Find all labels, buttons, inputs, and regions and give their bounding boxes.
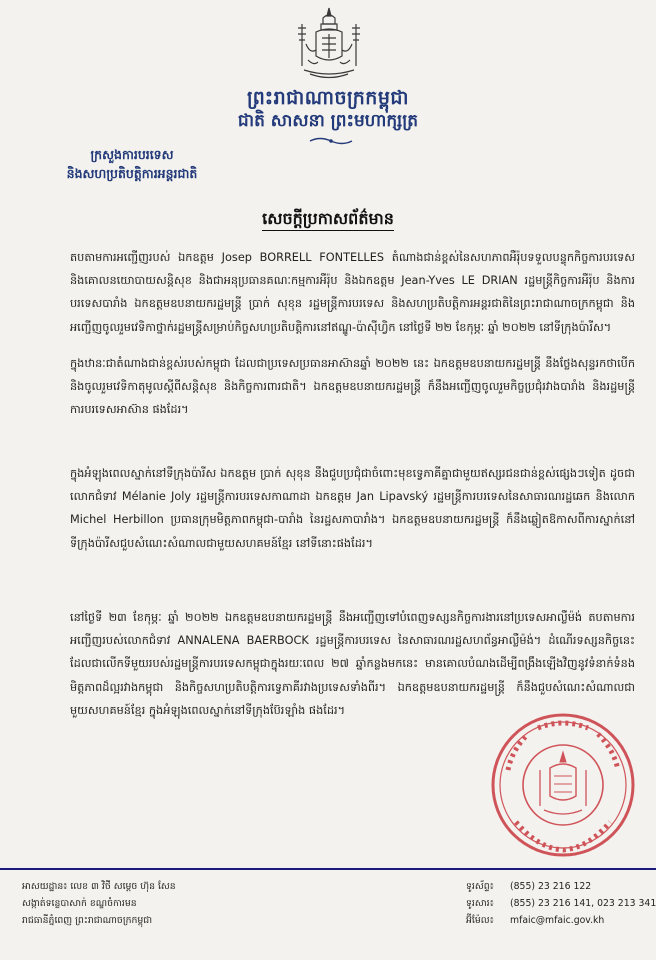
paragraph: ក្នុងឋានៈជាតំណាងជាន់ខ្ពស់របស់កម្ពុជា ដែលជាប្រទេសប្រធានអាស៊ានឆ្នាំ ២០២២ នេះ ឯកឧត្តមឧបនាយករដ្ឋមន្ត្រី នឹងថ្លែងសុន្ទរកថាបើក និងចូលរួមវេទិកាតុមូលស្តីពីសន្តិសុខ និងកិច្ចការពារជាតិ។ ឯកឧត្តមឧបនាយករដ្ឋមន្ត្រី ក៏នឹងអញ្ជើញចូលរួមកិច្ចប្រជុំរវាងបារាំង និងរដ្ឋមន្ត្រីការបរទេសអាស៊ាន ផងដែរ។ (70, 357, 635, 417)
ornament-divider-icon (308, 136, 354, 146)
ministry-official-seal-icon (488, 710, 638, 860)
paragraph: នៅថ្ងៃទី ២៣ ខែកុម្ភៈ ឆ្នាំ ២០២២ ឯកឧត្តមឧបនាយករដ្ឋមន្ត្រី នឹងអញ្ជើញទៅបំពេញទស្សនកិច្ចការងារនៅប្រទេសអាល្លឺម៉ង់ តបតាមការអញ្ជើញរបស់លោកជំទាវ ANNALENA BAERBOCK រដ្ឋមន្ត្រីការបរទេស នៃសាធារណរដ្ឋសហព័ន្ធអាល្លឺម៉ង់។ ដំណើរទស្សនកិច្ចនេះ ដែលជាលើកទីមួយរបស់រដ្ឋមន្ត្រីការបរទេសកម្ពុជាក្នុងរយៈពេល ២៧ ឆ្នាំកន្លងមកនេះ មានគោលបំណងដើម្បីពង្រឹងឡើងវិញនូវទំនាក់ទំនងមិត្តភាពដ៏ល្អរវាងកម្ពុជា និងកិច្ចសហប្រតិបត្តិការទ្វេភាគីរវាងប្រទេសទាំងពីរ។ ឯកឧត្តមឧបនាយករដ្ឋមន្ត្រី ក៏នឹងជួបសំណេះសំណាលជាមួយសហគមន៍ខ្មែរ ក្នុងអំឡុងពេលស្នាក់នៅទីក្រុងប៊ែរឡាំង ផងដែរ។ (70, 611, 635, 717)
fax-value: (855) 23 216 141, 023 213 341 (510, 898, 656, 909)
royal-arms-emblem-icon (288, 4, 370, 82)
ministry-name-continued: និងសហប្រតិបត្តិការអន្តរជាតិ (66, 166, 198, 181)
document-title-text: សេចក្តីប្រកាសព័ត៌មាន (262, 209, 394, 231)
fax-label: ទូរសារ៖ (466, 898, 494, 909)
footer-address-line: សង្កាត់ទន្លេបាសាក់ ខណ្ឌចំការមន (22, 898, 137, 909)
ministry-name: ក្រសួងការបរទេស (90, 147, 174, 162)
national-motto: ជាតិ សាសនា ព្រះមហាក្សត្រ (237, 111, 419, 131)
phone-value: (855) 23 216 122 (510, 881, 592, 892)
footer-fax (466, 897, 656, 911)
email-label: អ៊ីម៉ែល៖ (466, 915, 494, 926)
phone-label: ទូរស័ព្ទ៖ (466, 881, 494, 892)
footer-email (466, 914, 604, 928)
email-value[interactable]: mfaic@mfaic.gov.kh (510, 915, 605, 926)
document-title (0, 208, 656, 232)
paragraph: តបតាមការអញ្ជើញរបស់ ឯកឧត្តម Josep BORRELL FONTELLES តំណាងជាន់ខ្ពស់នៃសហភាពអឺរ៉ុបទទួលបន្ទុកកិច្ចការបរទេស និងគោលនយោបាយសន្តិសុខ និងជាអនុប្រធានគណៈកម្មការអឺរ៉ុប និងឯកឧត្តម Jean-Yves LE DRIAN រដ្ឋមន្ត្រីកិច្ចការអឺរ៉ុប និងការបរទេសបារាំង ឯកឧត្តមឧបនាយករដ្ឋមន្ត្រី ប្រាក់ សុខុន រដ្ឋមន្ត្រីការបរទេស និងសហប្រតិបត្តិការអន្តរជាតិនៃព្រះរាជាណាចក្រកម្ពុជា និងអញ្ជើញចូលរួមវេទិកាថ្នាក់រដ្ឋមន្ត្រីសម្រាប់កិច្ចសហប្រតិបត្តិការនៅឥណ្ឌូ-ប៉ាស៊ីហ្វិក នៅថ្ងៃទី ២២ ខែកុម្ភៈ ឆ្នាំ ២០២២ នៅទីក្រុងប៉ារីស។ (70, 251, 635, 334)
footer-address-line: រាជធានីភ្នំពេញ ព្រះរាជាណាចក្រកម្ពុជា (22, 915, 153, 926)
footer-phone (466, 880, 591, 894)
kingdom-name: ព្រះរាជាណាចក្រកម្ពុជា (247, 87, 409, 109)
footer-divider (0, 868, 656, 870)
footer-address-line: អាសយដ្ឋាន៖ លេខ ៣ វិថី សម្តេច ហ៊ុន សែន (22, 881, 176, 892)
paragraph: ក្នុងអំឡុងពេលស្នាក់នៅទីក្រុងប៉ារីស ឯកឧត្តម ប្រាក់ សុខុន នឹងជួបប្រជុំជាចំពោះមុខទ្វេភាគីគ្នាជាមួយឥស្សរជនជាន់ខ្ពស់ផ្សេងៗទៀត ដូចជា លោកជំទាវ Mélanie Joly រដ្ឋមន្ត្រីការបរទេសកាណាដា ឯកឧត្តម Jan Lipavský រដ្ឋមន្ត្រីការបរទេសនៃសាធារណរដ្ឋឆេក និងលោក Michel Herbillon ប្រធានក្រុមមិត្តភាពកម្ពុជា-បារាំង នៃរដ្ឋសភាបារាំង។ ឯកឧត្តមឧបនាយករដ្ឋមន្ត្រី ក៏នឹងឆ្លៀតឱកាសពីការស្នាក់នៅទីក្រុងប៉ារីសជួបសំណេះសំណាលជាមួយសហគមន៍ខ្មែរ នៅទីនោះផងដែរ។ (70, 467, 635, 550)
